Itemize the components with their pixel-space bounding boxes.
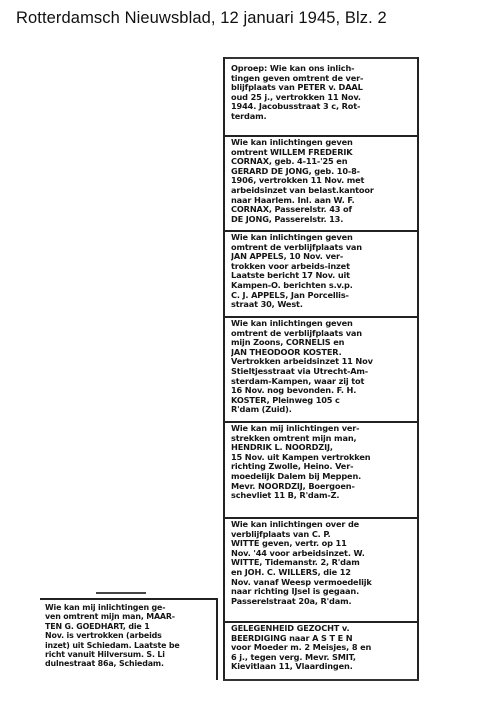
ad-text-line: 1906, vertrokken 11 Nov. met (231, 176, 365, 186)
page-header: Rotterdamsch Nieuwsblad, 12 januari 1945, Blz. 2 (16, 9, 387, 27)
ad-text-line: Passerelstraat 20a, R'dam. (231, 596, 352, 606)
ad-appels (225, 232, 417, 318)
ad-text-line: Wie kan inlichtingen geven (231, 319, 353, 328)
ad-text-line: omtrent WILLEM FREDERIK (231, 147, 353, 157)
ad-text-line: arbeidsinzet van belast.kantoor (231, 185, 374, 195)
ad-cornax-de-jong (225, 137, 417, 232)
ad-text-line: naar Haarlem. Inl. aan W. F. (231, 195, 355, 205)
ad-text-line: inzet) uit Schiedam. Laatste be (45, 640, 180, 650)
ad-text-line: Laatste bericht 17 Nov. uit (231, 271, 350, 281)
ad-text-line: Mevr. NOORDZIJ, Boergoen- (231, 481, 355, 491)
column-bottom-rule (223, 679, 419, 681)
ad-text-line: voor Moeder m. 2 Meisjes, 8 en (231, 643, 372, 653)
ad-text-line: ven omtrent mijn man, MAAR- (45, 612, 175, 622)
ad-witte-willers (225, 519, 417, 623)
ad-text-line: Nov. vanaf Weesp vermoedelijk (231, 577, 372, 587)
ad-text-line: Wie kan inlichtingen over de (231, 520, 360, 529)
ad-text-line: GERARD DE JONG, geb. 10-8- (231, 166, 360, 176)
ad-text-line: moedelijk Dalem bij Meppen. (231, 471, 362, 481)
ad-text-line: BEERDIGING naar A S T E N (231, 633, 353, 643)
ad-text-line: HENDRIK L. NOORDZIJ, (231, 443, 333, 453)
ad-text-line: mijn Zoons, CORNELIS en (231, 338, 345, 348)
ad-text-line: richting Zwolle, Heino. Ver- (231, 462, 354, 472)
ad-beerdiging-smit (225, 623, 417, 679)
ad-noordzij (225, 423, 417, 519)
ad-text-line: dulnestraat 86a, Schiedam. (45, 659, 164, 669)
ad-text-line: JAN THEODOOR KOSTER. (231, 347, 342, 357)
ad-text-line: GELEGENHEID GEZOCHT v. (231, 624, 350, 633)
ad-text-line: JAN APPELS, 10 Nov. ver- (231, 252, 344, 262)
ad-text-line: TEN G. GOEDHART, die 1 (45, 621, 150, 631)
ad-oproep-van-daal (225, 63, 417, 137)
ad-text-line: Vertrokken arbeidsinzet 11 Nov (231, 357, 373, 367)
ad-text-line: sterdam-Kampen, waar zij tot (231, 376, 365, 386)
ad-text-line: straat 30, West. (231, 300, 303, 310)
ad-text-line: en JOH. C. WILLERS, die 12 (231, 567, 351, 577)
ad-text-line: strekken omtrent mijn man, (231, 433, 357, 443)
ad-text-line: verblijfplaats van C. P. (231, 529, 331, 539)
advertisement-column (223, 57, 419, 680)
ad-text-line: WITTE, Tidemanstr. 2, R'dam (231, 558, 360, 568)
ad-text-line: 16 Nov. nog bevonden. F. H. (231, 386, 357, 396)
ad-text-line: 1944. Jacobusstraat 3 c, Rot- (231, 102, 361, 112)
ad-text-line: omtrent de verblijfplaats van (231, 328, 362, 338)
ad-text-line: Wie kan inlichtingen geven (231, 233, 353, 242)
ad-text-line: Wie kan mij inlichtingen ge- (45, 603, 166, 612)
ad-text-line: WITTE geven, vertr. op 11 (231, 539, 347, 549)
ad-text-line: oud 25 j., vertrokken 11 Nov. (231, 92, 361, 102)
ad-text-line: schevliet 11 B, R'dam-Z. (231, 491, 340, 501)
ad-text-line: 15 Nov. uit Kampen vertrokken (231, 452, 371, 462)
ad-text-line: R'dam (Zuid). (231, 405, 292, 415)
ad-text-line: Wie kan mij inlichtingen ver- (231, 424, 360, 433)
ad-text-line: KOSTER, Pleinweg 105 c (231, 395, 340, 405)
ad-text-line: 6 j., tegen verg. Mevr. SMIT, (231, 652, 356, 662)
ad-text-line: omtrent de verblijfplaats van (231, 242, 362, 252)
ad-text-line: C. J. APPELS, Jan Porcellis- (231, 290, 349, 300)
ad-text-line: Kievitlaan 11, Vlaardingen. (231, 662, 353, 672)
ad-text-line: CORNAX, Passerelstr. 43 of (231, 205, 352, 215)
ad-goedhart (40, 598, 218, 680)
ad-text-line: CORNAX, geb. 4-11-'25 en (231, 157, 348, 167)
separator-dash (96, 592, 146, 594)
ad-text-line: tingen geven omtrent de ver- (231, 73, 364, 83)
ad-koster (225, 318, 417, 423)
ad-text-line: richt vanuit Hilversum. S. Li (45, 650, 165, 660)
ad-text-line: trokken voor arbeids-inzet (231, 261, 350, 271)
ad-text-line: DE JONG, Passerelstr. 13. (231, 214, 344, 224)
ad-text-line: Wie kan inlichtingen geven (231, 138, 353, 147)
ad-text-line: blijfplaats van PETER v. DAAL (231, 83, 363, 93)
ad-text-line: Nov. is vertrokken (arbeids (45, 631, 162, 641)
ad-text-line: Oproep: Wie kan ons inlich- (231, 64, 355, 73)
ad-text-line: Kampen-O. berichten s.v.p. (231, 280, 353, 290)
ad-text-line: Nov. '44 voor arbeidsinzet. W. (231, 548, 365, 558)
ad-text-line: naar richting IJsel is gegaan. (231, 587, 360, 597)
ad-text-line: Stieltjesstraat via Utrecht-Am- (231, 366, 369, 376)
ad-text-line: terdam. (231, 111, 267, 121)
